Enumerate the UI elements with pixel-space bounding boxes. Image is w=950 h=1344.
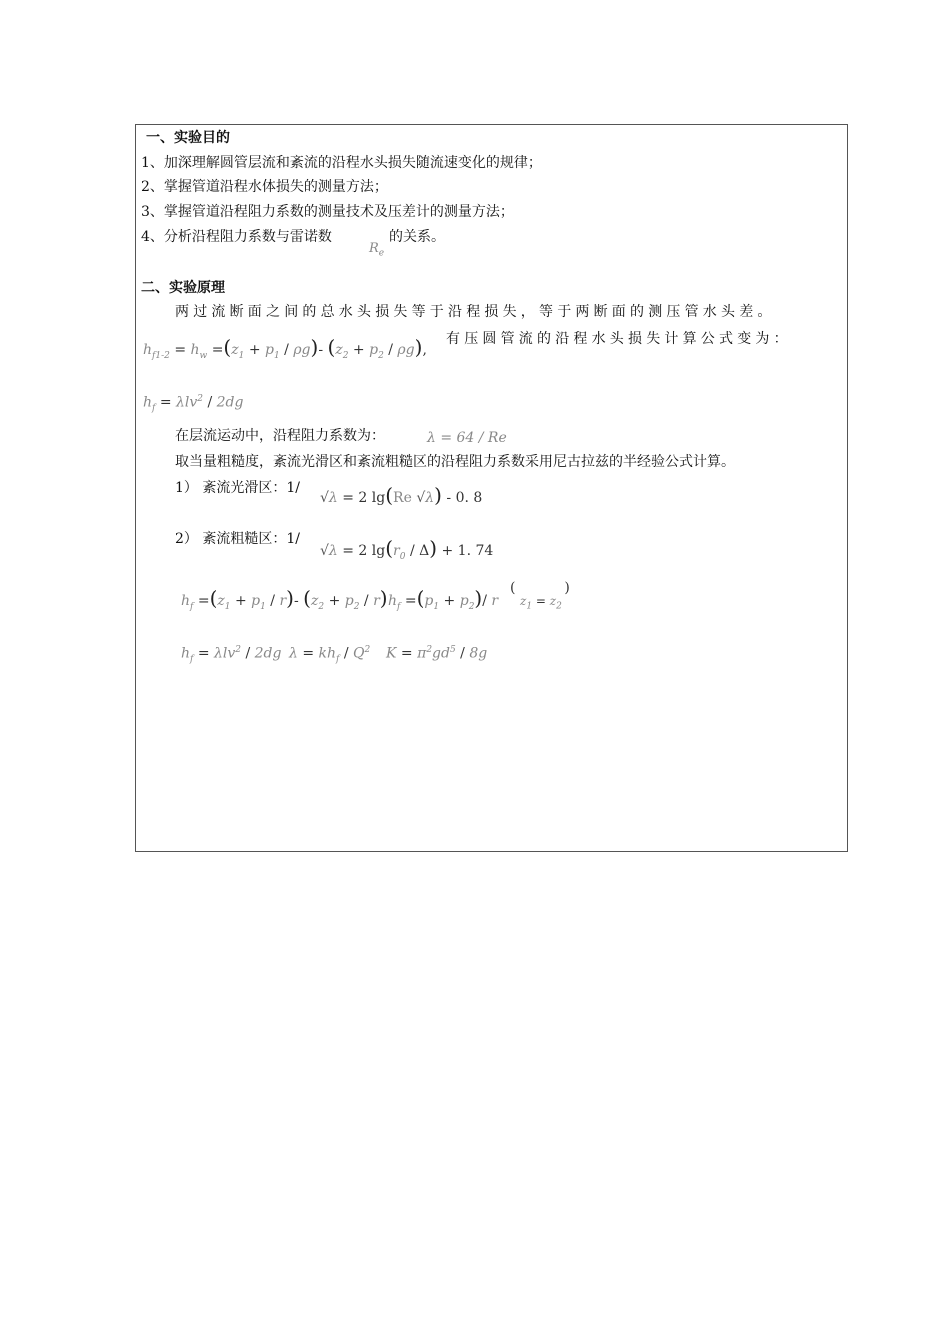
principle-para2-tail: 有压圆管流的沿程水头损失计算公式变为：	[446, 331, 792, 347]
hf-formula-2: $h_f =(p_1 + p_2)/$ r	[388, 586, 499, 612]
objective-4-tail: 的关系。	[389, 229, 445, 245]
objective-1: 1、加深理解圆管层流和紊流的沿程水头损失随流速变化的规律；	[141, 155, 542, 171]
hf-formula-1: $h_f =(z_1 + p_1 / r)-$ $(z_2 + p_2 / r)$	[181, 586, 388, 612]
z-equal-condition: ( )	[510, 580, 570, 596]
section2-heading: 二、实验原理	[141, 280, 225, 296]
roughness-text: 取当量粗糙度，紊流光滑区和紊流粗糙区的沿程阻力系数采用尼古拉兹的半经验公式计算。	[175, 454, 735, 470]
darcy-formula: $h_f = \lambda lv^2 / 2dg$	[143, 394, 244, 414]
objective-3: 3、掌握管道沿程阻力系数的测量技术及压差计的测量方法；	[141, 204, 514, 220]
smooth-zone-formula: √λ = 2 lg(Re √λ) - 0. 8	[320, 483, 483, 507]
darcy-formula-2: $h_f = \lambda lv^2 / 2dg$	[181, 645, 282, 665]
k-constant-formula: $K = \pi^2gd^5 / 8g$	[386, 645, 488, 662]
reynolds-symbol: $R_e$	[369, 241, 385, 259]
z-equal-formula: $z_1 = z_2$	[520, 594, 562, 612]
objective-2: 2、掌握管道沿程水体损失的测量方法；	[141, 179, 388, 195]
principle-para1: 两过流断面之间的总水头损失等于沿程损失，等于两断面的测压管水头差。	[175, 304, 776, 320]
laminar-formula: λ = 64 / Re	[427, 430, 507, 446]
smooth-zone-label: 1） 紊流光滑区：1/	[175, 480, 300, 496]
head-loss-formula: $h_{f1-2} = h_w =(z_1 + p_1 / \rho g)-$ $(z_2 + p_2 / \rho g)$,	[143, 335, 427, 361]
objective-4: 4、分析沿程阻力系数与雷诺数	[141, 229, 332, 245]
rough-zone-label: 2） 紊流粗糙区：1/	[175, 531, 300, 547]
rough-zone-formula: √λ = 2 $\lg(r_0 / \Delta) + 1$. 74	[320, 536, 494, 562]
laminar-text: 在层流运动中，沿程阻力系数为：	[175, 428, 385, 444]
section1-heading: 一、实验目的	[146, 130, 230, 146]
lambda-k-formula: $\lambda = kh_f / Q^2$	[289, 645, 371, 665]
